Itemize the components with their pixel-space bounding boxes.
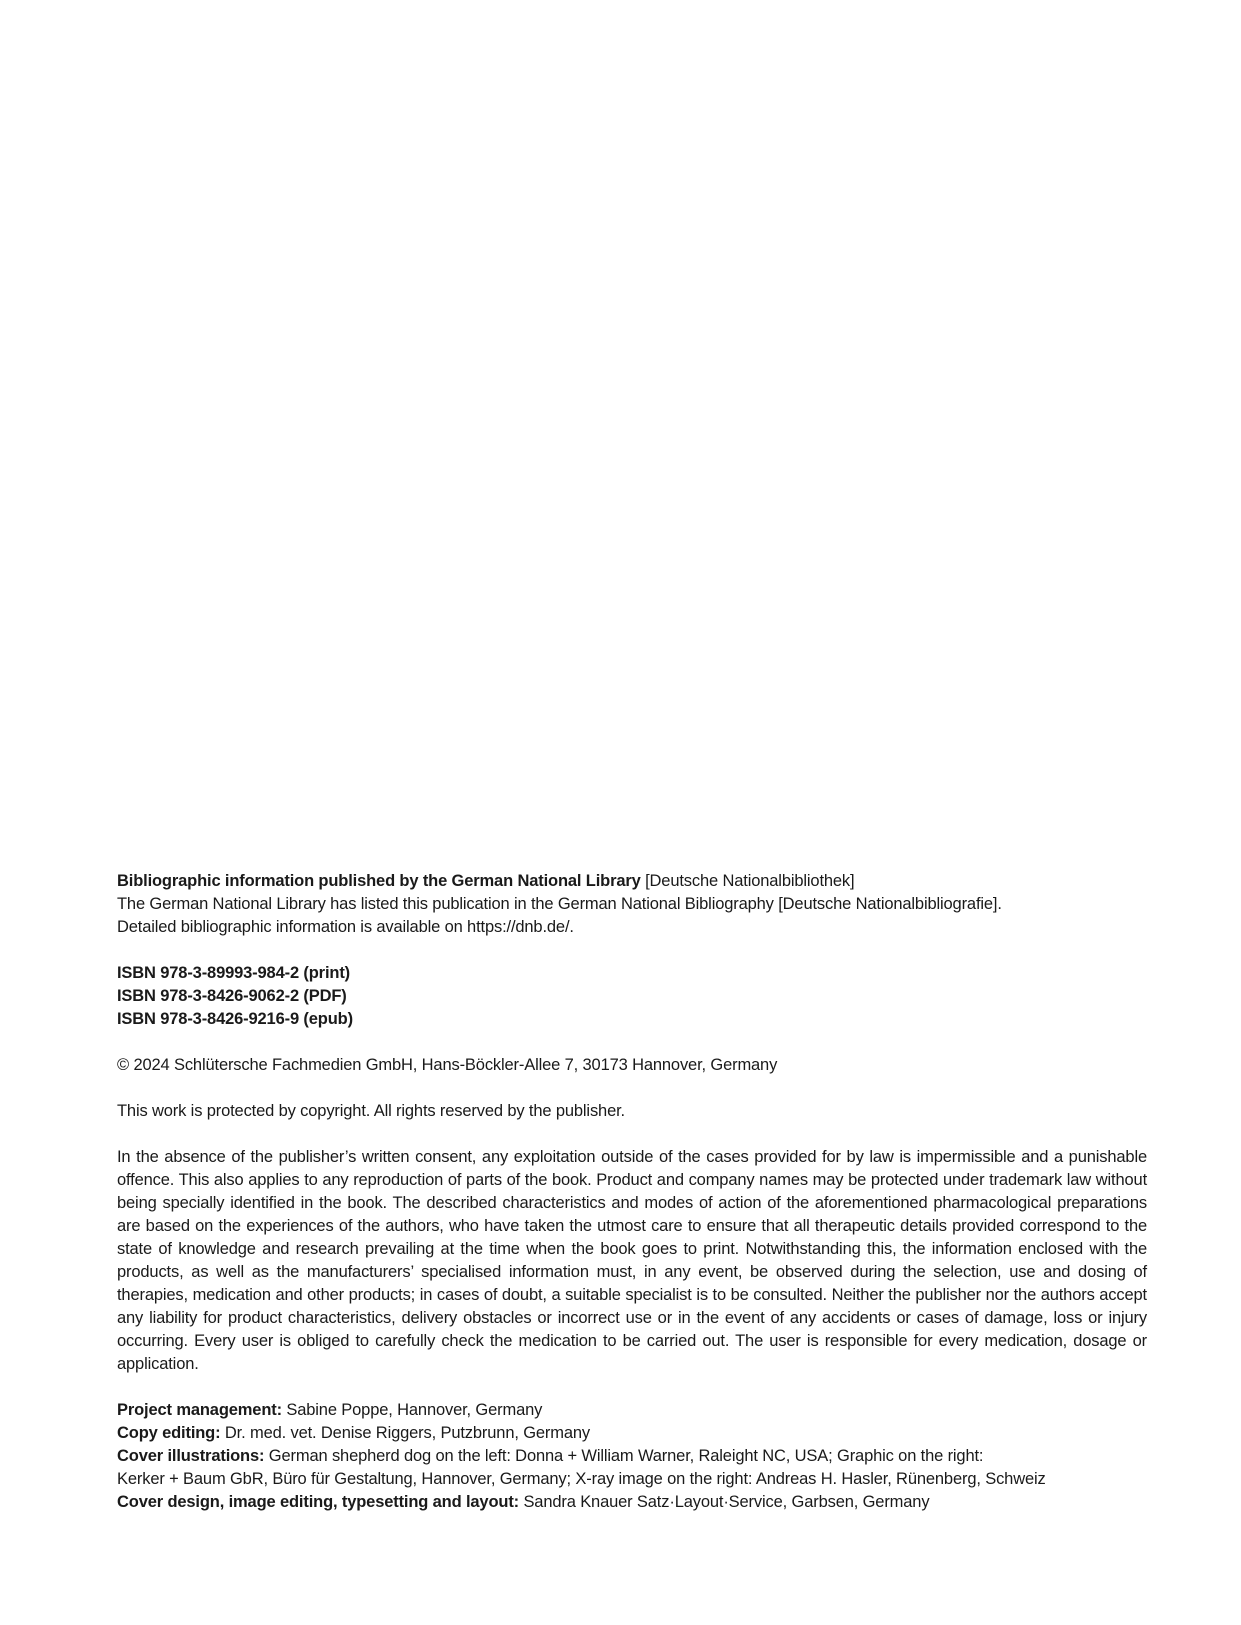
- bibliographic-heading: Bibliographic information published by the German National Library: [117, 872, 641, 890]
- disclaimer: [117, 1146, 1147, 1376]
- isbn-epub: ISBN 978-3-8426-9216-9 (epub): [117, 1010, 353, 1028]
- credit-value: Sandra Knauer Satz·Layout·Service, Garbsen, Germany: [519, 1493, 930, 1511]
- bibliographic-line-1: The German National Library has listed this publication in the German National Bibliography [Deutsche Nationalbibliografie].: [117, 895, 1002, 913]
- credit-value: German shepherd dog on the left: Donna + William Warner, Raleight NC, USA; Graphic on the right:: [264, 1447, 984, 1465]
- credit-label: Project management:: [117, 1401, 282, 1419]
- disclaimer-text: In the absence of the publisher’s written consent, any exploitation outside of the cases provided for by law is impermissible and a punishable offence. This also applies to any reproduction of parts of the book. Product and company names may be protected under trademark law without being specially identified in the book. The described characteristics and modes of action of the aforementioned pharmacological preparations are based on the experiences of the authors, who have taken the utmost care to ensure that all therapeutic details provided correspond to the state of knowledge and research prevailing at the time when the book goes to print. Notwithstanding this, the information enclosed with the products, as well as the manufacturers’ specialised information must, in any event, be observed during the selection, use and dosing of therapies, medication and other products; in cases of doubt, a suitable specialist is to be consulted. Neither the publisher nor the authors accept any liability for product characteristics, delivery obstacles or incorrect use or in the event of any accidents or cases of damage, loss or injury occurring. Every user is obliged to carefully check the medication to be carried out. The user is responsible for every medication, dosage or application.: [117, 1148, 1147, 1373]
- rights-line: This work is protected by copyright. All rights reserved by the publisher.: [117, 1102, 625, 1120]
- copyright-notice: [117, 1054, 1147, 1077]
- credit-label: Cover design, image editing, typesetting and layout:: [117, 1493, 520, 1511]
- credit-copy-editing: [117, 1422, 1147, 1445]
- credits: [117, 1399, 1147, 1514]
- bibliographic-info: [117, 870, 1147, 939]
- credit-value: Sabine Poppe, Hannover, Germany: [281, 1401, 543, 1419]
- credit-label: Copy editing:: [117, 1424, 221, 1442]
- isbn-print: ISBN 978-3-89993-984-2 (print): [117, 964, 351, 982]
- bibliographic-line-2: Detailed bibliographic information is available on https://dnb.de/.: [117, 918, 574, 936]
- copyright-line: © 2024 Schlütersche Fachmedien GmbH, Hans-Böckler-Allee 7, 30173 Hannover, Germany: [117, 1056, 778, 1074]
- credit-value: Dr. med. vet. Denise Riggers, Putzbrunn, Germany: [220, 1424, 591, 1442]
- credit-cover-illustrations: [117, 1445, 1147, 1468]
- credit-label: Cover illustrations:: [117, 1447, 265, 1465]
- imprint-block: [117, 870, 1147, 1537]
- credit-cover-design: [117, 1491, 1147, 1514]
- rights-notice: [117, 1100, 1147, 1123]
- credit-project-management: [117, 1399, 1147, 1422]
- isbn-list: [117, 962, 1147, 1031]
- bibliographic-heading-suffix: [Deutsche Nationalbibliothek]: [645, 872, 855, 890]
- credit-cover-illustrations-continued: Kerker + Baum GbR, Büro für Gestaltung, Hannover, Germany; X-ray image on the right: Andreas H. Hasler, Rünenberg, Schweiz: [117, 1470, 1046, 1488]
- bibliographic-heading-line: [117, 870, 1147, 893]
- isbn-pdf: ISBN 978-3-8426-9062-2 (PDF): [117, 987, 347, 1005]
